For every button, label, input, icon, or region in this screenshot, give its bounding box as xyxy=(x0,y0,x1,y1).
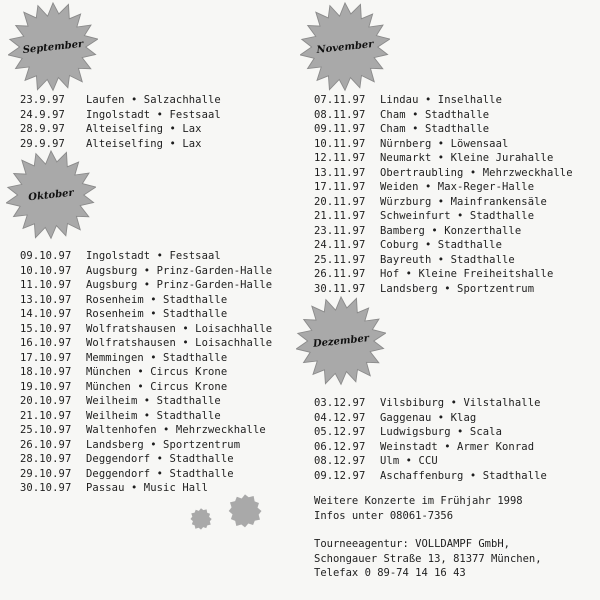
concert-date: 30.10.97 xyxy=(20,482,72,494)
concert-venue: Weiden • Max-Reger-Halle xyxy=(380,181,535,193)
concert-venue: Weilheim • Stadthalle xyxy=(86,395,221,407)
agency-line-1: Tourneeagentur: VOLLDAMPF GmbH, xyxy=(314,538,510,550)
concert-venue: Bayreuth • Stadthalle xyxy=(380,253,515,266)
concert-date: 17.11.97 xyxy=(314,181,366,193)
concert-row xyxy=(20,409,290,424)
concert-date: 24.11.97 xyxy=(314,239,366,251)
concert-row xyxy=(314,282,594,297)
concert-venue: Alteiselfing • Lax xyxy=(86,137,202,150)
concert-date: 15.10.97 xyxy=(20,322,72,335)
concert-date: 26.10.97 xyxy=(20,438,72,451)
concert-date: 03.12.97 xyxy=(314,397,366,409)
concert-date: 30.11.97 xyxy=(314,282,366,295)
concert-venue: Weinstadt • Armer Konrad xyxy=(380,440,535,453)
concert-venue: Vilsbiburg • Vilstalhalle xyxy=(380,397,541,409)
concert-row xyxy=(314,93,594,108)
concert-row xyxy=(314,166,594,181)
concert-date: 20.11.97 xyxy=(314,195,366,208)
decorative-blob-icon xyxy=(228,494,262,528)
concert-date: 28.10.97 xyxy=(20,453,72,465)
concert-venue: Landsberg • Sportzentrum xyxy=(380,282,535,295)
concert-venue: Hof • Kleine Freiheitshalle xyxy=(380,268,554,280)
concert-venue: München • Circus Krone xyxy=(86,380,228,393)
concert-venue: Wolfratshausen • Loisachhalle xyxy=(86,337,273,349)
decorative-blob-icon xyxy=(190,508,212,530)
concert-date: 23.11.97 xyxy=(314,224,366,237)
concert-venue: Deggendorf • Stadthalle xyxy=(86,467,234,480)
concert-date: 08.12.97 xyxy=(314,455,366,467)
concert-row xyxy=(20,365,290,380)
concert-row xyxy=(314,253,594,268)
concert-row xyxy=(20,137,280,152)
concert-row xyxy=(314,224,594,239)
concert-venue: Schweinfurt • Stadthalle xyxy=(380,210,535,222)
concert-venue: Gaggenau • Klag xyxy=(380,411,477,424)
concert-venue: Waltenhofen • Mehrzweckhalle xyxy=(86,424,266,436)
concert-date: 17.10.97 xyxy=(20,351,72,364)
november-badge xyxy=(300,2,390,92)
concert-venue: Passau • Music Hall xyxy=(86,482,209,494)
concert-venue: Memmingen • Stadthalle xyxy=(86,351,228,364)
concert-venue: Cham • Stadthalle xyxy=(380,123,490,135)
concert-row xyxy=(20,264,290,279)
concert-venue: Nürnberg • Löwensaal xyxy=(380,137,509,150)
concert-date: 16.10.97 xyxy=(20,337,72,349)
concert-venue: Landsberg • Sportzentrum xyxy=(86,438,241,451)
concert-row xyxy=(314,195,594,210)
month-label-oktober: Oktober xyxy=(27,187,75,203)
month-label-dezember: Dezember xyxy=(312,332,370,350)
concert-row xyxy=(314,440,594,455)
info-line-1: Weitere Konzerte im Frühjahr 1998 xyxy=(314,495,523,507)
concert-venue: Coburg • Stadthalle xyxy=(380,239,503,251)
september-badge xyxy=(8,2,98,92)
concert-row xyxy=(314,267,594,282)
concert-date: 09.10.97 xyxy=(20,250,72,262)
concert-row xyxy=(314,122,594,137)
concert-date: 05.12.97 xyxy=(314,426,366,438)
dezember-list xyxy=(314,396,594,483)
concert-date: 21.10.97 xyxy=(20,409,72,422)
concert-row xyxy=(20,467,290,482)
concert-row xyxy=(314,411,594,426)
month-label-september: September xyxy=(22,38,84,56)
concert-row xyxy=(20,438,290,453)
oktober-badge xyxy=(6,150,96,240)
concert-row xyxy=(20,452,290,467)
concert-date: 08.11.97 xyxy=(314,108,366,121)
concert-date: 28.9.97 xyxy=(20,123,65,135)
info-line-2: Infos unter 08061-7356 xyxy=(314,509,454,522)
concert-date: 25.10.97 xyxy=(20,424,72,436)
concert-row xyxy=(20,93,280,108)
concert-row xyxy=(314,425,594,440)
concert-venue: Augsburg • Prinz-Garden-Halle xyxy=(86,264,273,277)
concert-row xyxy=(20,122,280,137)
concert-date: 10.11.97 xyxy=(314,137,366,150)
concert-venue: Ulm • CCU xyxy=(380,455,438,467)
concert-venue: München • Circus Krone xyxy=(86,366,228,378)
concert-row xyxy=(20,394,290,409)
further-concerts-info xyxy=(314,494,523,523)
concert-date: 26.11.97 xyxy=(314,268,366,280)
concert-venue: Würzburg • Mainfrankensäle xyxy=(380,195,547,208)
concert-date: 09.12.97 xyxy=(314,469,366,482)
concert-date: 07.11.97 xyxy=(314,94,366,106)
concert-venue: Lindau • Inselhalle xyxy=(380,94,503,106)
concert-row xyxy=(314,151,594,166)
agency-line-3: Telefax 0 89-74 14 16 43 xyxy=(314,567,466,579)
november-list xyxy=(314,93,594,296)
concert-row xyxy=(20,322,290,337)
concert-date: 10.10.97 xyxy=(20,264,72,277)
concert-date: 14.10.97 xyxy=(20,308,72,320)
concert-row xyxy=(314,396,594,411)
concert-date: 04.12.97 xyxy=(314,411,366,424)
dezember-badge xyxy=(296,296,386,386)
concert-date: 29.10.97 xyxy=(20,467,72,480)
concert-date: 13.11.97 xyxy=(314,166,366,179)
concert-row xyxy=(20,108,280,123)
month-label-november: November xyxy=(315,38,375,56)
concert-date: 24.9.97 xyxy=(20,108,65,121)
concert-venue: Augsburg • Prinz-Garden-Halle xyxy=(86,279,273,291)
concert-row xyxy=(20,307,290,322)
concert-date: 09.11.97 xyxy=(314,123,366,135)
concert-row xyxy=(314,108,594,123)
concert-row xyxy=(20,336,290,351)
concert-row xyxy=(20,423,290,438)
concert-row xyxy=(314,209,594,224)
concert-row xyxy=(314,180,594,195)
concert-venue: Alteiselfing • Lax xyxy=(86,123,202,135)
concert-row xyxy=(314,137,594,152)
concert-date: 21.11.97 xyxy=(314,210,366,222)
concert-row xyxy=(20,278,290,293)
concert-date: 12.11.97 xyxy=(314,152,366,164)
concert-date: 13.10.97 xyxy=(20,293,72,306)
concert-row xyxy=(20,249,290,264)
concert-venue: Rosenheim • Stadthalle xyxy=(86,308,228,320)
concert-row xyxy=(314,469,594,484)
concert-date: 23.9.97 xyxy=(20,94,65,106)
concert-venue: Laufen • Salzachhalle xyxy=(86,94,221,106)
concert-date: 11.10.97 xyxy=(20,279,72,291)
concert-venue: Wolfratshausen • Loisachhalle xyxy=(86,322,273,335)
concert-venue: Weilheim • Stadthalle xyxy=(86,409,221,422)
concert-venue: Deggendorf • Stadthalle xyxy=(86,453,234,465)
concert-venue: Aschaffenburg • Stadthalle xyxy=(380,469,547,482)
concert-venue: Neumarkt • Kleine Jurahalle xyxy=(380,152,554,164)
concert-date: 25.11.97 xyxy=(314,253,366,266)
september-list xyxy=(20,93,280,151)
concert-venue: Obertraubling • Mehrzweckhalle xyxy=(380,166,573,179)
concert-row xyxy=(314,454,594,469)
concert-row xyxy=(20,380,290,395)
concert-date: 29.9.97 xyxy=(20,137,65,150)
concert-row xyxy=(314,238,594,253)
concert-row xyxy=(20,293,290,308)
agency-line-2: Schongauer Straße 13, 81377 München, xyxy=(314,552,542,565)
agency-info xyxy=(314,537,542,581)
concert-venue: Bamberg • Konzerthalle xyxy=(380,224,522,237)
oktober-list xyxy=(20,249,290,496)
concert-date: 06.12.97 xyxy=(314,440,366,453)
concert-date: 18.10.97 xyxy=(20,366,72,378)
concert-date: 19.10.97 xyxy=(20,380,72,393)
concert-venue: Ingolstadt • Festsaal xyxy=(86,108,221,121)
concert-row xyxy=(20,351,290,366)
concert-venue: Ludwigsburg • Scala xyxy=(380,426,503,438)
concert-venue: Rosenheim • Stadthalle xyxy=(86,293,228,306)
concert-date: 20.10.97 xyxy=(20,395,72,407)
concert-venue: Cham • Stadthalle xyxy=(380,108,490,121)
concert-venue: Ingolstadt • Festsaal xyxy=(86,250,221,262)
